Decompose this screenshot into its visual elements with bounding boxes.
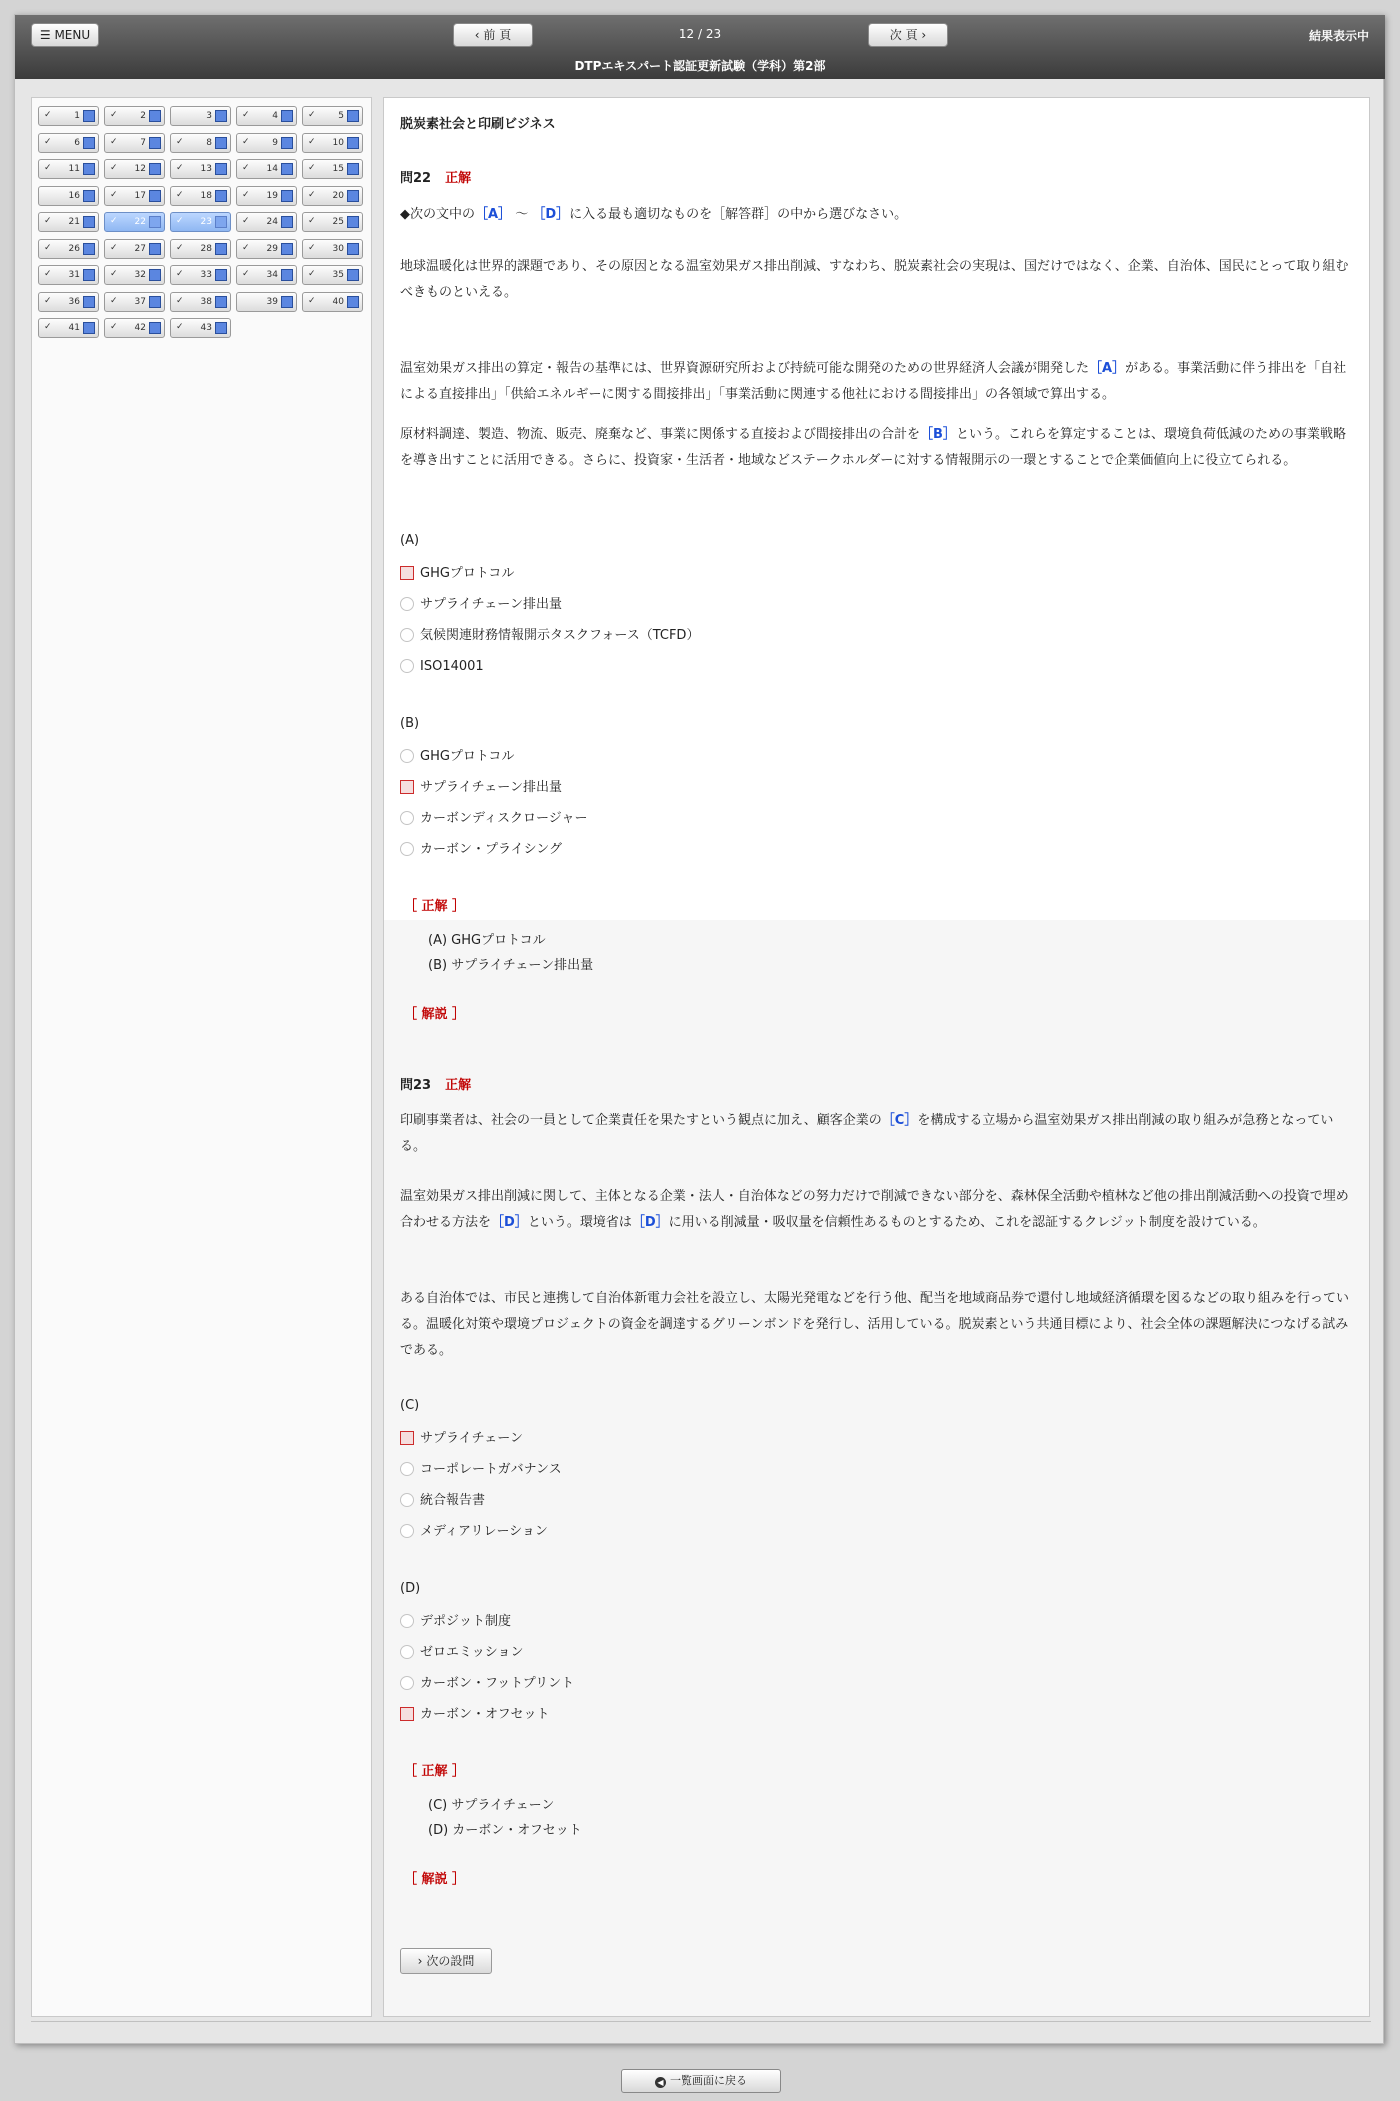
question-number: 29 (266, 243, 278, 254)
question-nav-button[interactable] (104, 318, 165, 338)
checkmark-icon: ✓ (44, 322, 52, 332)
question-nav-button[interactable] (104, 159, 165, 179)
checkmark-icon: ✓ (308, 216, 316, 226)
question-number: 26 (68, 243, 80, 254)
checkmark-icon: ✓ (308, 189, 316, 200)
flag-icon[interactable] (83, 163, 95, 175)
question-nav-button[interactable] (170, 159, 231, 179)
selected-radio-icon[interactable] (400, 780, 414, 794)
next-question-button[interactable] (400, 1948, 492, 1974)
question-number: 31 (68, 270, 80, 280)
flag-icon[interactable] (281, 110, 293, 122)
q22-instruction-post: に入る最も適切なものを［解答群］の中から選びなさい。 (569, 207, 908, 222)
q22-answer-a: (A) GHGプロトコル (428, 933, 546, 948)
q23-para1-pre: 印刷事業者は、社会の一員として企業責任を果たすという観点に加え、顧客企業の (400, 1113, 882, 1128)
question-nav-button[interactable] (302, 239, 363, 259)
question-number: 43 (200, 323, 212, 333)
q22-para3-post: という。これらを算定することは、環境負荷低減のための事業戦略を導き出すことに活用できる。さらに、投資家・生活者・地域などステークホルダーに対する情報開示の一環とすることで企業価値向上に役立てられる。 (400, 427, 1346, 468)
q22-b-option-2[interactable] (400, 778, 562, 798)
q22-group-a-label: (A) (400, 533, 420, 548)
flag-icon[interactable] (83, 216, 95, 228)
question-number: 9 (272, 137, 278, 148)
question-nav-button[interactable] (38, 239, 99, 259)
question-number: 25 (332, 217, 344, 227)
selected-radio-icon[interactable] (400, 1431, 414, 1445)
q23-c-option-2[interactable] (400, 1460, 562, 1480)
q22-answer-heading: ［ 正解 ］ (404, 899, 466, 914)
radio-icon[interactable] (400, 749, 414, 763)
q23-answer-c: (C) サプライチェーン (428, 1798, 555, 1813)
question-number: 17 (134, 190, 146, 201)
question-nav-button[interactable] (236, 106, 297, 126)
chevron-left-icon: ‹ (474, 28, 480, 42)
question-number: 5 (338, 111, 344, 121)
checkmark-icon: ✓ (110, 322, 118, 332)
q23-paragraph-3: ある自治体では、市民と連携して自治体新電力会社を設立し、太陽光発電などを行う他、配当を地域商品券で還付し地域経済循環を図るなどの取り組みを行っている。温暖化対策や環境プロジェクトの資金を調達するグリーンボンドを発行し、活用している。脱炭素という共通目標により、社会全体の課題解決につなげる試みである。 (400, 1291, 1350, 1358)
checkmark-icon: ✓ (176, 269, 184, 279)
flag-icon[interactable] (347, 216, 359, 228)
q22-answer-b: (B) サプライチェーン排出量 (428, 958, 594, 973)
checkmark-icon: ✓ (308, 136, 316, 147)
option-label: カーボン・フットプリント (420, 1676, 575, 1691)
q23-c-option-4[interactable] (400, 1522, 548, 1542)
next-page-button[interactable] (868, 23, 948, 47)
q23-para1-blank-c: ［C］ (881, 1113, 918, 1128)
checkmark-icon: ✓ (308, 110, 316, 120)
flag-icon[interactable] (83, 322, 95, 334)
flag-icon[interactable] (347, 269, 359, 281)
flag-icon[interactable] (215, 190, 227, 202)
checkmark-icon: ✓ (242, 216, 250, 226)
flag-icon[interactable] (281, 190, 293, 202)
question-nav-button[interactable] (236, 133, 297, 153)
flag-icon[interactable] (83, 137, 95, 149)
exam-title: DTPエキスパート認証更新試験（学科）第2部 (574, 59, 826, 73)
question-number: 8 (206, 137, 212, 148)
question-nav-button[interactable] (170, 318, 231, 338)
question-number: 22 (134, 217, 146, 227)
selected-radio-icon[interactable] (400, 566, 414, 580)
q23-paragraph-1 (400, 1108, 1355, 1160)
q23-para2-mid: という。環境省は (527, 1215, 632, 1230)
question-nav-button[interactable] (236, 239, 297, 259)
next-page-label: 次 頁 (889, 28, 918, 42)
hamburger-icon: ☰ (39, 28, 51, 42)
question-nav-button[interactable] (104, 292, 165, 312)
checkmark-icon: ✓ (44, 295, 52, 306)
flag-icon[interactable] (83, 243, 95, 255)
option-label: ゼロエミッション (420, 1645, 524, 1660)
question-nav-button[interactable] (38, 265, 99, 285)
checkmark-icon: ✓ (44, 163, 52, 173)
checkmark-icon: ✓ (242, 110, 250, 120)
checkmark-icon: ✓ (110, 189, 118, 200)
chevron-right-icon: › (417, 1954, 423, 1968)
option-label: カーボン・オフセット (420, 1707, 550, 1722)
question-number: 41 (68, 323, 80, 333)
q23-para2-post: に用いる削減量・吸収量を信頼性あるものとするため、これを認証するクレジット制度を設けている。 (668, 1215, 1266, 1230)
flag-icon[interactable] (149, 110, 161, 122)
option-label: カーボン・プライシング (420, 842, 563, 857)
q22-b-option-1[interactable] (400, 747, 514, 767)
question-navigator (31, 97, 372, 2017)
prev-page-button[interactable] (453, 23, 533, 47)
radio-icon[interactable] (400, 1524, 414, 1538)
question-number: 32 (134, 270, 146, 280)
question-number: 6 (74, 137, 80, 148)
checkmark-icon: ✓ (308, 242, 316, 253)
flag-icon[interactable] (149, 322, 161, 334)
flag-icon[interactable] (83, 190, 95, 202)
q22-instruction (400, 202, 1355, 228)
q23-para1-post: を構成する立場から温室効果ガス排出削減の取り組みが急務となっている。 (400, 1113, 1334, 1154)
q23-explanation-heading: ［ 解説 ］ (404, 1872, 466, 1887)
menu-button[interactable] (31, 23, 99, 47)
question-number: 14 (266, 164, 278, 174)
question-number: 11 (68, 164, 80, 174)
option-label: 気候関連財務情報開示タスクフォース（TCFD） (420, 628, 700, 643)
q22-status: 正解 (445, 171, 472, 186)
flag-icon[interactable] (347, 163, 359, 175)
question-number: 13 (200, 164, 212, 174)
option-label: ISO14001 (420, 659, 484, 674)
option-label: デポジット制度 (420, 1614, 512, 1629)
q22-b-option-4[interactable] (400, 840, 562, 860)
flag-icon[interactable] (347, 190, 359, 202)
q23-d-option-3[interactable] (400, 1674, 574, 1694)
q23-number: 問23 (400, 1078, 432, 1093)
radio-icon[interactable] (400, 842, 414, 856)
checkmark-icon: ✓ (176, 136, 184, 147)
option-label: サプライチェーン (420, 1431, 523, 1446)
question-number: 16 (68, 190, 80, 201)
question-number: 12 (134, 164, 146, 174)
question-nav-button[interactable] (302, 186, 363, 206)
back-to-list-button[interactable] (621, 2069, 781, 2093)
question-nav-button[interactable] (38, 212, 99, 232)
q23-para2-blank-d2: ［D］ (631, 1215, 669, 1230)
question-nav-button[interactable] (236, 212, 297, 232)
option-label: 統合報告書 (420, 1493, 486, 1508)
checkmark-icon: ✓ (176, 189, 184, 200)
question-nav-button[interactable] (104, 212, 165, 232)
flag-icon[interactable] (215, 216, 227, 228)
radio-icon[interactable] (400, 1676, 414, 1690)
checkmark-icon: ✓ (110, 269, 118, 279)
question-number: 40 (332, 296, 344, 307)
flag-icon[interactable] (149, 190, 161, 202)
q23-d-option-4[interactable] (400, 1705, 549, 1725)
question-number: 27 (134, 243, 146, 254)
radio-icon[interactable] (400, 628, 414, 642)
page-counter: 12 / 23 (678, 27, 722, 41)
checkmark-icon: ✓ (110, 216, 118, 226)
question-nav-button[interactable] (38, 159, 99, 179)
checkmark-icon: ✓ (44, 242, 52, 253)
question-number: 15 (332, 164, 344, 174)
q22-instruction-blank-a: ［A］ (475, 207, 512, 222)
checkmark-icon: ✓ (44, 110, 52, 120)
q23-header (400, 1073, 1355, 1099)
q23-answer-heading: ［ 正解 ］ (404, 1764, 466, 1779)
question-number: 34 (266, 270, 278, 280)
question-nav-button[interactable] (170, 212, 231, 232)
question-number: 28 (200, 243, 212, 254)
q22-group-b-label: (B) (400, 716, 420, 731)
question-nav-button[interactable] (236, 186, 297, 206)
question-number: 4 (272, 111, 278, 121)
question-nav-button[interactable] (302, 265, 363, 285)
question-number: 18 (200, 190, 212, 201)
question-nav-button[interactable] (302, 212, 363, 232)
footer-divider (31, 2021, 1371, 2022)
checkmark-icon: ✓ (44, 216, 52, 226)
question-nav-button[interactable] (38, 186, 99, 206)
result-mode-status: 結果表示中 (1308, 29, 1369, 43)
flag-icon[interactable] (215, 110, 227, 122)
question-nav-button[interactable] (236, 159, 297, 179)
checkmark-icon: ✓ (110, 295, 118, 306)
flag-icon[interactable] (83, 296, 95, 308)
checkmark-icon: ✓ (44, 269, 52, 279)
checkmark-icon: ✓ (242, 163, 250, 173)
flag-icon[interactable] (215, 269, 227, 281)
question-number: 23 (200, 217, 212, 227)
flag-icon[interactable] (215, 163, 227, 175)
question-nav-button[interactable] (104, 265, 165, 285)
option-label: カーボンディスクロージャー (420, 811, 588, 826)
flag-icon[interactable] (149, 243, 161, 255)
checkmark-icon: ✓ (242, 269, 250, 279)
radio-icon[interactable] (400, 1462, 414, 1476)
checkmark-icon: ✓ (176, 216, 184, 226)
app-window (14, 14, 1384, 2087)
flag-icon[interactable] (347, 296, 359, 308)
q22-para3-blank-b: ［B］ (920, 427, 956, 442)
flag-icon[interactable] (281, 137, 293, 149)
question-nav-button[interactable] (170, 186, 231, 206)
option-label: GHGプロトコル (420, 566, 515, 581)
header-bar (15, 15, 1385, 79)
question-number: 38 (200, 296, 212, 307)
checkmark-icon: ✓ (176, 242, 184, 253)
question-nav-button[interactable] (104, 239, 165, 259)
question-nav-button[interactable] (38, 106, 99, 126)
chevron-right-icon: › (921, 28, 927, 42)
checkmark-icon: ✓ (110, 163, 118, 173)
question-nav-button[interactable] (170, 133, 231, 153)
q22-para2-blank-a: ［A］ (1089, 361, 1126, 376)
back-arrow-icon: ◀ (655, 2077, 666, 2088)
question-nav-button[interactable] (302, 292, 363, 312)
checkmark-icon: ✓ (110, 110, 118, 120)
flag-icon[interactable] (149, 137, 161, 149)
checkmark-icon: ✓ (176, 163, 184, 173)
flag-icon[interactable] (215, 296, 227, 308)
flag-icon[interactable] (281, 269, 293, 281)
option-label: サプライチェーン排出量 (420, 597, 562, 612)
flag-icon[interactable] (281, 296, 293, 308)
question-nav-button[interactable] (170, 106, 231, 126)
q22-instruction-blank-d: ［D］ (532, 207, 570, 222)
q22-a-option-1[interactable] (400, 564, 514, 584)
q22-number: 問22 (400, 171, 432, 186)
radio-icon[interactable] (400, 1645, 414, 1659)
question-nav-button[interactable] (104, 133, 165, 153)
q22-para2-pre: 温室効果ガス排出の算定・報告の基準には、世界資源研究所および持続可能な開発のための世界経済人会議が開発した (400, 361, 1090, 376)
radio-icon[interactable] (400, 597, 414, 611)
q22-para2-post: がある。事業活動に伴う排出を「自社による直接排出」「供給エネルギーに関する間接排出」「事業活動に関連する他社における間接排出」の各領域で算出する。 (400, 361, 1347, 402)
question-nav-button[interactable] (302, 159, 363, 179)
question-number: 3 (206, 111, 212, 121)
question-number: 21 (68, 217, 80, 227)
flag-icon[interactable] (347, 243, 359, 255)
question-number: 7 (140, 137, 146, 148)
question-number: 20 (332, 190, 344, 201)
q22-a-option-2[interactable] (400, 595, 562, 615)
q22-a-option-3[interactable] (400, 626, 699, 646)
flag-icon[interactable] (149, 163, 161, 175)
question-number: 33 (200, 270, 212, 280)
radio-icon[interactable] (400, 811, 414, 825)
flag-icon[interactable] (347, 137, 359, 149)
question-content (383, 97, 1370, 2017)
option-label: メディアリレーション (420, 1524, 548, 1539)
menu-label: MENU (54, 28, 91, 42)
option-label: サプライチェーン排出量 (420, 780, 562, 795)
prev-page-label: 前 頁 (483, 28, 512, 42)
question-number: 35 (332, 270, 344, 280)
q22-header (400, 166, 1355, 192)
q23-group-c-label: (C) (400, 1398, 420, 1413)
flag-icon[interactable] (149, 216, 161, 228)
q22-a-option-4[interactable] (400, 657, 484, 677)
question-nav-button[interactable] (38, 292, 99, 312)
checkmark-icon: ✓ (176, 322, 184, 332)
question-nav-button[interactable] (302, 106, 363, 126)
q22-paragraph-3 (400, 422, 1355, 474)
q23-c-option-3[interactable] (400, 1491, 485, 1511)
q22-instruction-mid: 〜 (511, 207, 533, 222)
q23-para2-blank-d1: ［D］ (491, 1215, 528, 1230)
question-number: 10 (332, 137, 344, 148)
option-label: コーポレートガバナンス (420, 1462, 562, 1477)
radio-icon[interactable] (400, 1614, 414, 1628)
q23-c-option-1[interactable] (400, 1429, 523, 1449)
flag-icon[interactable] (215, 137, 227, 149)
q22-instruction-pre: ◆次の文中の (400, 207, 475, 222)
question-nav-button[interactable] (170, 239, 231, 259)
checkmark-icon: ✓ (242, 242, 250, 253)
question-number: 19 (266, 190, 278, 201)
q22-explanation-heading: ［ 解説 ］ (404, 1007, 466, 1022)
flag-icon[interactable] (83, 110, 95, 122)
q22-b-option-3[interactable] (400, 809, 587, 829)
q22-para3-pre: 原材料調達、製造、物流、販売、廃棄など、事業に関係する直接および間接排出の合計を (400, 427, 921, 442)
checkmark-icon: ✓ (242, 136, 250, 147)
q23-paragraph-2 (400, 1184, 1355, 1236)
question-number: 39 (266, 296, 278, 307)
question-number: 36 (68, 296, 80, 307)
q22-paragraph-1: 地球温暖化は世界的課題であり、その原因となる温室効果ガス排出削減、すなわち、脱炭素社会の実現は、国だけではなく、企業、自治体、国民にとって取り組むべきものといえる。 (400, 259, 1349, 300)
question-nav-button[interactable] (104, 186, 165, 206)
flag-icon[interactable] (215, 322, 227, 334)
q23-para2-pre: 温室効果ガス排出削減に関して、主体となる企業・法人・自治体などの努力だけで削減できない部分を、森林保全活動や植林など他の排出削減活動への投資で埋め合わせる方法を (400, 1189, 1349, 1230)
checkmark-icon: ✓ (110, 136, 118, 147)
back-to-list-label: 一覧画面に戻る (670, 2074, 747, 2087)
flag-icon[interactable] (347, 110, 359, 122)
checkmark-icon: ✓ (44, 136, 52, 147)
question-number: 42 (134, 323, 146, 333)
question-number: 1 (74, 111, 80, 121)
q23-status: 正解 (445, 1078, 472, 1093)
next-question-label: 次の設問 (426, 1954, 475, 1968)
q23-d-option-2[interactable] (400, 1643, 523, 1663)
question-nav-button[interactable] (170, 265, 231, 285)
question-nav-button[interactable] (302, 133, 363, 153)
checkmark-icon: ✓ (308, 163, 316, 173)
checkmark-icon: ✓ (110, 242, 118, 253)
question-number: 2 (140, 111, 146, 121)
checkmark-icon: ✓ (242, 189, 250, 200)
checkmark-icon: ✓ (308, 295, 316, 306)
selected-radio-icon[interactable] (400, 1707, 414, 1721)
section-title: 脱炭素社会と印刷ビジネス (400, 117, 556, 132)
question-nav-button[interactable] (38, 318, 99, 338)
flag-icon[interactable] (149, 269, 161, 281)
q22-paragraph-2 (400, 356, 1355, 408)
question-nav-button[interactable] (104, 106, 165, 126)
question-nav-button[interactable] (236, 292, 297, 312)
flag-icon[interactable] (281, 243, 293, 255)
question-nav-button[interactable] (38, 133, 99, 153)
q23-group-d-label: (D) (400, 1581, 421, 1596)
option-label: GHGプロトコル (420, 749, 515, 764)
checkmark-icon: ✓ (176, 295, 184, 306)
question-nav-button[interactable] (236, 265, 297, 285)
checkmark-icon: ✓ (308, 269, 316, 279)
radio-icon[interactable] (400, 659, 414, 673)
question-nav-button[interactable] (170, 292, 231, 312)
flag-icon[interactable] (83, 269, 95, 281)
question-number: 37 (134, 296, 146, 307)
flag-icon[interactable] (215, 243, 227, 255)
flag-icon[interactable] (281, 163, 293, 175)
flag-icon[interactable] (149, 296, 161, 308)
q23-d-option-1[interactable] (400, 1612, 511, 1632)
flag-icon[interactable] (281, 216, 293, 228)
question-number: 24 (266, 217, 278, 227)
radio-icon[interactable] (400, 1493, 414, 1507)
q23-answer-d: (D) カーボン・オフセット (428, 1823, 582, 1838)
question-number: 30 (332, 243, 344, 254)
